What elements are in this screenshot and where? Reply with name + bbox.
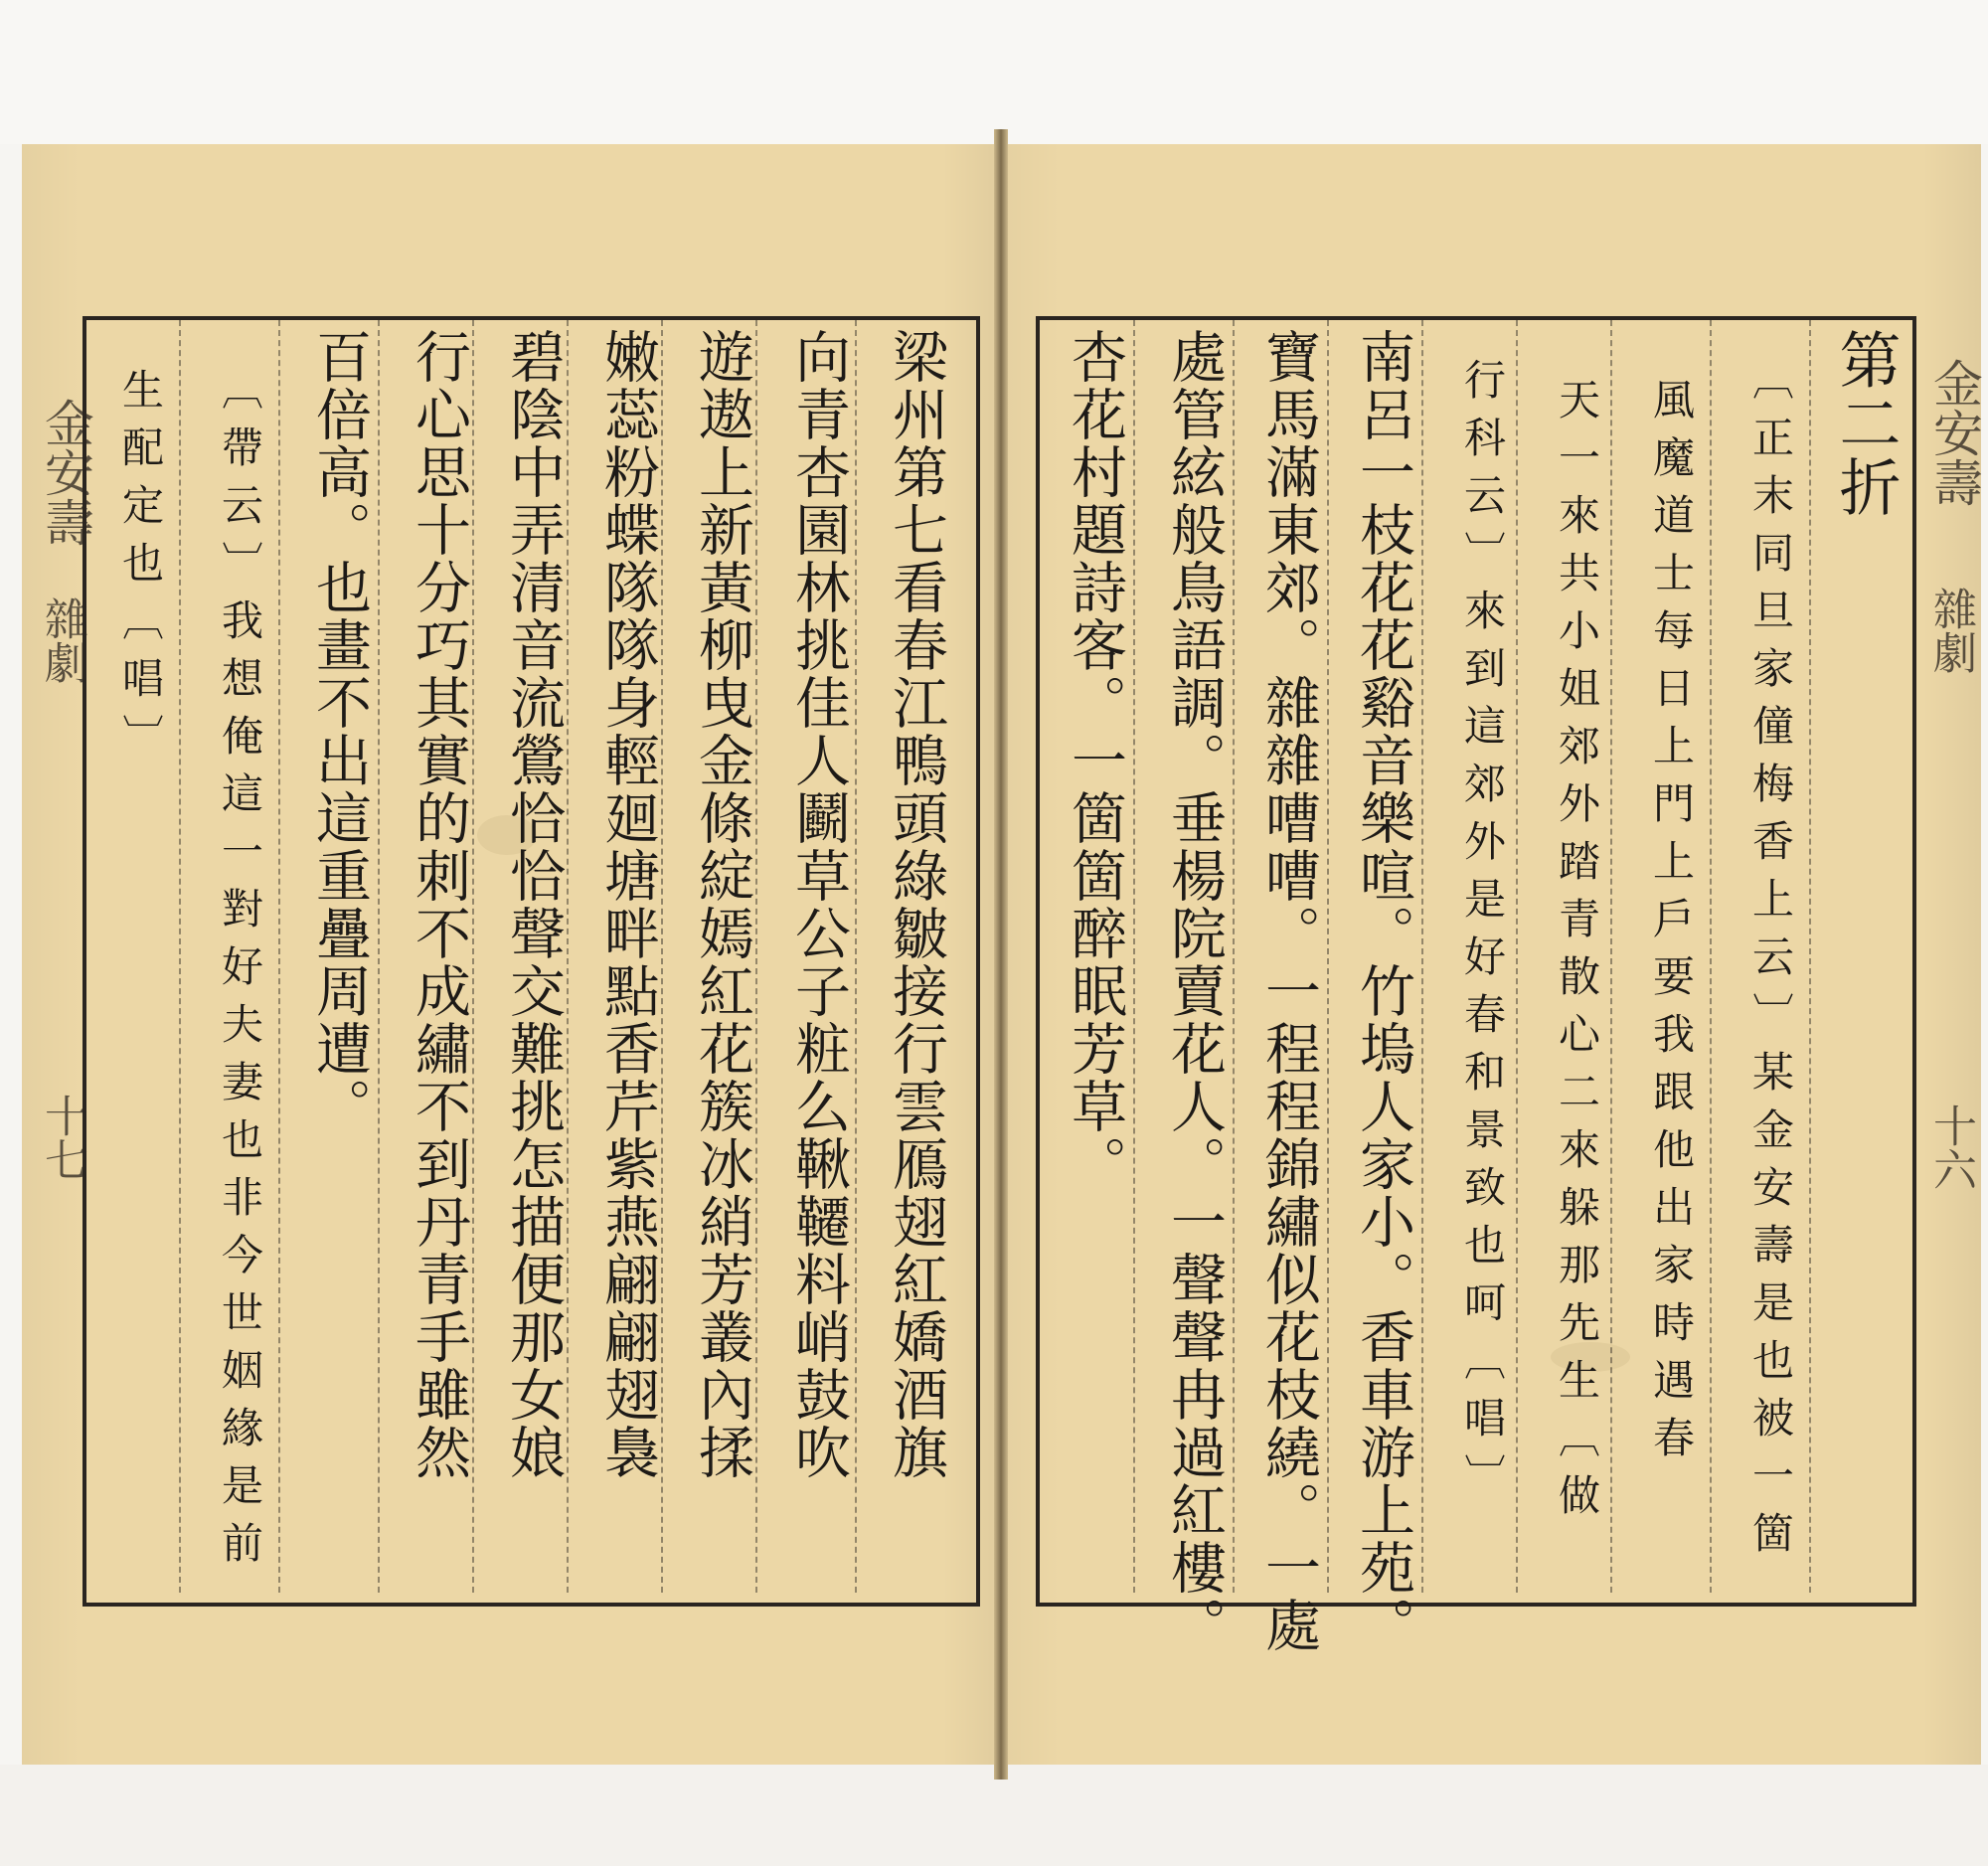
- bottom-margin-paper: [0, 1765, 1988, 1866]
- text-column-r7: 寶馬滿東郊。雜雜嘈嘈。一程程錦繡似花枝繞。一處: [1256, 328, 1321, 1654]
- column-rule: [378, 320, 380, 1593]
- text-column-r1: 第二折: [1829, 328, 1902, 519]
- text-column-l2: 向青杏園林挑佳人鬬草公子粧么鞦韆料峭鼓吹: [786, 328, 851, 1481]
- text-column-r8: 處管絃般鳥語調。垂楊院賣花人。一聲聲冉過紅樓。: [1162, 328, 1227, 1654]
- text-column-l3: 遊遨上新黃柳曳金條綻嫣紅花簇冰綃芳叢內揉: [690, 328, 754, 1481]
- text-column-l6: 行心思十分巧其實的刺不成繡不到丹青手雖然: [407, 328, 471, 1481]
- text-column-r6: 南呂一枝花花谿音樂喧。竹塢人家小。香車游上苑。: [1351, 328, 1415, 1654]
- text-column-r3: 風魔道士每日上門上戶要我跟他出家時遇春: [1647, 378, 1696, 1473]
- column-rule: [1809, 320, 1811, 1593]
- left-margin-genre: 雜劇: [37, 596, 87, 684]
- column-rule: [1710, 320, 1712, 1593]
- text-column-l7: 百倍高。也畫不出這重疊周遭。: [307, 328, 372, 1135]
- text-column-r5: 行科云〕來到這郊外是好春和景致也呵〔唱〕: [1458, 358, 1507, 1511]
- text-column-l5: 碧陰中弄清音流鶯恰恰聲交難挑怎描便那女娘: [501, 328, 566, 1481]
- column-rule: [1421, 320, 1423, 1593]
- text-column-r4: 天一來共小姐郊外踏青散心二來躲那先生〔做: [1553, 378, 1601, 1531]
- right-margin-title: 金安壽: [1925, 358, 1983, 507]
- text-column-l9: 生配定也〔唱〕: [116, 368, 165, 771]
- text-column-r9: 杏花村題詩客。一箇箇醉眠芳草。: [1063, 328, 1127, 1193]
- text-column-l1: 梁州第七看春江鴨頭綠皺接行雲鴈翅紅嬌酒旗: [884, 328, 948, 1481]
- book-gutter: [994, 129, 1008, 1780]
- column-rule: [1133, 320, 1135, 1593]
- right-margin-page: 十六: [1925, 1103, 1976, 1191]
- right-margin-genre: 雜劇: [1925, 587, 1976, 674]
- column-rule: [1233, 320, 1235, 1593]
- left-margin-page: 十七: [37, 1094, 87, 1181]
- column-rule: [1327, 320, 1329, 1593]
- top-margin-paper: [0, 0, 1988, 144]
- left-margin-title: 金安壽: [37, 398, 94, 547]
- text-column-r2: 〔正末同旦家僮梅香上云〕某金安壽是也被一箇: [1746, 358, 1795, 1569]
- column-rule: [179, 320, 181, 1593]
- text-column-l4: 嫩蕊粉蝶隊隊身輕廻塘畔點香芹紫燕翩翩翅裊: [595, 328, 660, 1481]
- text-column-l8: 〔帶云〕我想俺這一對好夫妻也非今世姻緣是前: [216, 368, 264, 1579]
- column-rule: [278, 320, 280, 1593]
